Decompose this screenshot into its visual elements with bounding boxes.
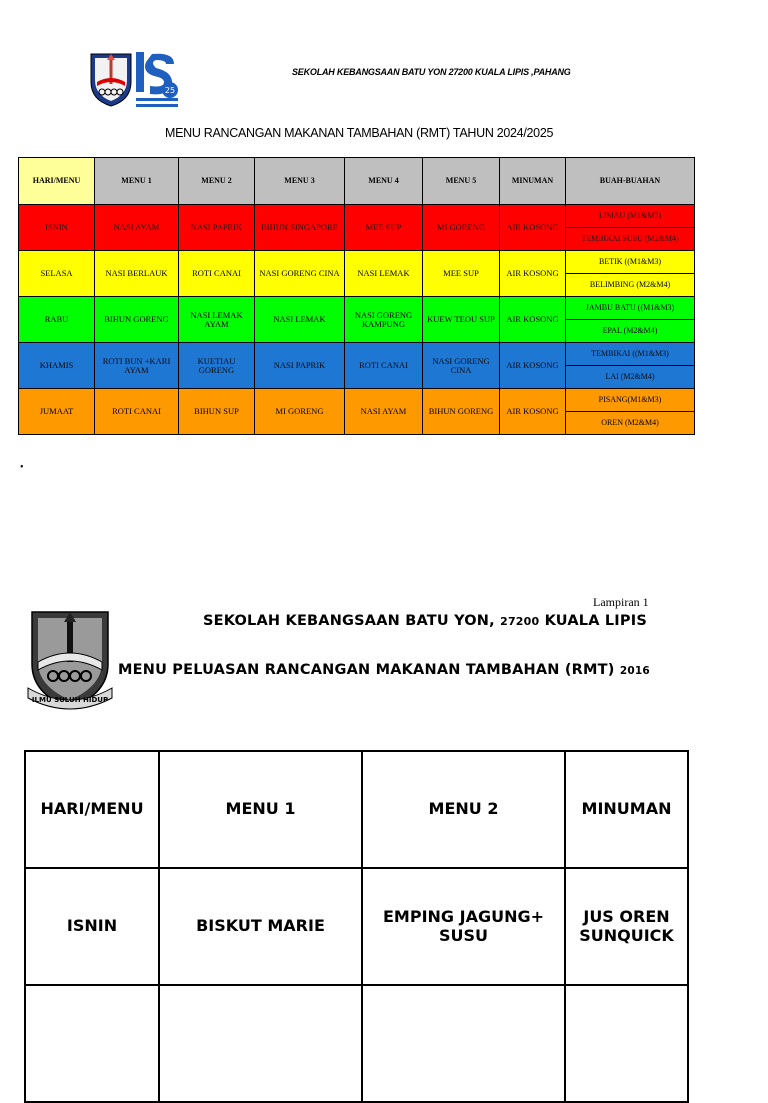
table-row [19, 389, 695, 412]
table-header-row [25, 751, 688, 868]
fruit-cell: JAMBU BATU ((M1&M3) [566, 297, 695, 320]
menu-cell: BIHUN GORENG [423, 389, 500, 435]
title-year: 2016 [619, 665, 650, 677]
fruit-cell: PISANG(M1&M3) [566, 389, 695, 412]
fruit-cell: EPAL (M2&M4) [566, 320, 695, 343]
bullet-mark: • [20, 462, 24, 473]
school-crest-logo-bw [24, 608, 116, 714]
menu-cell: EMPING JAGUNG+ SUSU [362, 868, 565, 985]
day-cell: ISNIN [19, 205, 95, 251]
header-cell: MENU 2 [179, 158, 255, 205]
menu-cell: NASI GORENG CINA [423, 343, 500, 389]
menu-cell: NASI LEMAK [345, 251, 423, 297]
school-name-part: SEKOLAH KEBANGSAAN BATU YON, [203, 613, 495, 629]
school-name: SEKOLAH KEBANGSAAN BATU YON 27200 KUALA LIPIS ,PAHANG [292, 67, 571, 77]
header-cell: MENU 2 [362, 751, 565, 868]
menu-cell: NASI AYAM [345, 389, 423, 435]
header-cell: HARI/MENU [19, 158, 95, 205]
menu-cell: BIHUN SUP [179, 389, 255, 435]
menu-cell: BIHUN SINGAPORE [255, 205, 345, 251]
menu-cell: MEE SUP [345, 205, 423, 251]
menu-cell: KUEW TEOU SUP [423, 297, 500, 343]
logo-number: 25 [164, 86, 176, 95]
table-row [25, 868, 688, 985]
menu-cell: NASI GORENG CINA [255, 251, 345, 297]
header-cell: HARI/MENU [25, 751, 159, 868]
empty-cell [362, 985, 565, 1102]
header-cell: MENU 4 [345, 158, 423, 205]
fruit-cell: TEMBIKAI ((M1&M3) [566, 343, 695, 366]
fruit-cell: BETIK ((M1&M3) [566, 251, 695, 274]
day-cell: JUMAAT [19, 389, 95, 435]
crest-motto: ILMU SULUH HIDUP [31, 696, 109, 704]
lampiran-title [118, 662, 650, 678]
menu-cell: MI GORENG [423, 205, 500, 251]
postcode: 27200 [500, 615, 540, 628]
fruit-cell: LIMAU (M1&M3) [566, 205, 695, 228]
menu-cell: ROTI CANAI [345, 343, 423, 389]
table-row [19, 297, 695, 320]
menu-cell: ROTI CANAI [95, 389, 179, 435]
menu-cell: BIHUN GORENG [95, 297, 179, 343]
drink-cell: AIR KOSONG [500, 389, 566, 435]
fruit-cell: BELIMBING (M2&M4) [566, 274, 695, 297]
menu-cell: NASI LEMAK AYAM [179, 297, 255, 343]
menu-cell: NASI GORENG KAMPUNG [345, 297, 423, 343]
header-cell: MENU 1 [95, 158, 179, 205]
menu-cell: NASI PAPRIK [179, 205, 255, 251]
empty-cell [25, 985, 159, 1102]
day-cell: KHAMIS [19, 343, 95, 389]
title-text: MENU PELUASAN RANCANGAN MAKANAN TAMBAHAN (RMT) [118, 662, 615, 678]
menu-cell: NASI AYAM [95, 205, 179, 251]
lampiran-label: Lampiran 1 [593, 595, 649, 609]
header-cell: MINUMAN [565, 751, 688, 868]
table-row [19, 343, 695, 366]
menu-cell: NASI PAPRIK [255, 343, 345, 389]
day-cell: SELASA [19, 251, 95, 297]
menu-cell: NASI BERLAUK [95, 251, 179, 297]
drink-cell: AIR KOSONG [500, 205, 566, 251]
rmt-menu-table [18, 157, 695, 435]
fruit-cell: TEMBIKAI SUSU (M2&M4) [566, 228, 695, 251]
menu-cell: ROTI BUN +KARI AYAM [95, 343, 179, 389]
town-name: KUALA LIPIS [544, 613, 647, 629]
table-row [19, 251, 695, 274]
menu-cell: BISKUT MARIE [159, 868, 362, 985]
header-cell: MENU 5 [423, 158, 500, 205]
fruit-cell: LAI (M2&M4) [566, 366, 695, 389]
lampiran-school-name [203, 613, 647, 629]
drink-cell: AIR KOSONG [500, 297, 566, 343]
table-row [19, 205, 695, 228]
menu-title: MENU RANCANGAN MAKANAN TAMBAHAN (RMT) TAHUN 2024/2025 [165, 126, 554, 140]
empty-cell [565, 985, 688, 1102]
peluasan-menu-table [24, 750, 689, 1103]
drink-cell: AIR KOSONG [500, 251, 566, 297]
table-row [25, 985, 688, 1102]
header-cell: MINUMAN [500, 158, 566, 205]
drink-cell: JUS OREN SUNQUICK [565, 868, 688, 985]
menu-cell: MEE SUP [423, 251, 500, 297]
empty-cell [159, 985, 362, 1102]
fruit-cell: OREN (M2&M4) [566, 412, 695, 435]
menu-cell: ROTI CANAI [179, 251, 255, 297]
header-cell: MENU 3 [255, 158, 345, 205]
school-crest-logo [87, 52, 135, 108]
drink-cell: AIR KOSONG [500, 343, 566, 389]
menu-cell: MI GORENG [255, 389, 345, 435]
menu-cell: KUETIAU GORENG [179, 343, 255, 389]
header-cell: BUAH-BUAHAN [566, 158, 695, 205]
table-header-row [19, 158, 695, 205]
header-cell: MENU 1 [159, 751, 362, 868]
day-cell: RABU [19, 297, 95, 343]
menu-cell: NASI LEMAK [255, 297, 345, 343]
anniversary-logo [134, 50, 180, 110]
day-cell: ISNIN [25, 868, 159, 985]
